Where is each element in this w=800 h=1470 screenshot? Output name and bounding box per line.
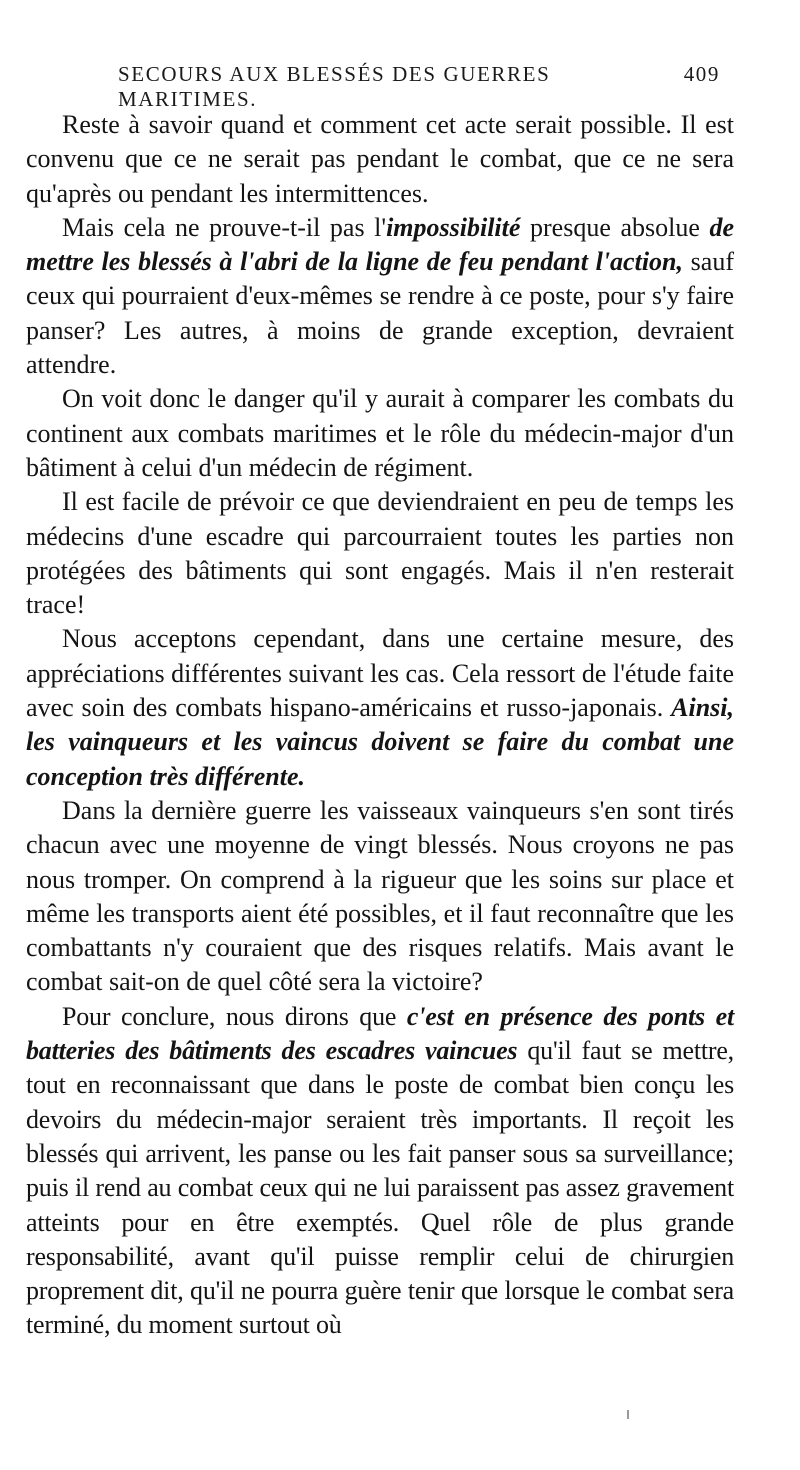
body-text <box>26 108 734 1343</box>
paragraph-4: Il est facile de prévoir ce que deviendraient en peu de temps les médecins d'une escadre qui parcourraient toutes les parties non protégées des bâtiments qui sont engagés. Mais il n'en resterait trace! <box>26 487 734 620</box>
paragraph-5-emphasis: Ainsi, les vainqueurs et les vaincus doivent se faire du combat une conception très différente. <box>26 693 734 791</box>
running-title: SECOURS AUX BLESSÉS DES GUERRES MARITIMES. <box>118 62 551 111</box>
paragraph-7-emphasis: c'est en présence des ponts et batteries des bâtiments des escadres vaincues <box>26 1001 734 1066</box>
paragraph-7 <box>26 1000 734 1343</box>
running-header <box>118 62 720 112</box>
paragraph-1: Reste à savoir quand et comment cet acte serait possible. Il est convenu que ce ne serait pas pendant le combat, que ce ne sera qu'après ou pendant les intermittences. <box>26 110 734 208</box>
paragraph-2-emphasis-b: de mettre les blessés à l'abri de la ligne de feu pendant l'action, <box>26 212 735 277</box>
paragraph-7-text-a: Pour conclure, nous dirons que <box>62 1001 407 1031</box>
paragraph-3: On voit donc le danger qu'il y aurait à comparer les combats du continent aux combats maritimes et le rôle du médecin-major d'un bâtiment à celui d'un médecin de régiment. <box>26 384 734 482</box>
paragraph-2-text-b: presque absolue <box>520 212 710 242</box>
paragraph-2 <box>26 211 734 382</box>
paragraph-7-text-b: qu'il faut se mettre, tout en reconnaissant que dans le poste de combat bien conçu les devoirs du médecin-major seraient très importants. Il reçoit les blessés qui arrivent, les panse ou les fait panser sous sa surveillance; puis il rend au combat ceux qui ne lui paraissent pas assez gravement atteints pour en être exemptés. Quel rôle de plus grande responsabilité, avant qu'il puisse remplir celui de chirurgien proprement dit, qu'il ne pourra guère tenir que lorsque le combat sera terminé, du moment surtout où <box>26 1036 734 1340</box>
paragraph-5 <box>26 622 734 793</box>
paragraph-2-text-c: sauf ceux qui pourraient d'eux-mêmes se rendre à ce poste, pour s'y faire panser? Les autres, à moins de grande exception, devraient attendre. <box>26 247 734 380</box>
paragraph-2-emphasis-a: impossibilité <box>386 212 521 242</box>
paragraph-6: Dans la dernière guerre les vaisseaux vainqueurs s'en sont tirés chacun avec une moyenne de vingt blessés. Nous croyons ne pas nous tromper. On comprend à la rigueur que les soins sur place et même les transports aient été possibles, et il faut reconnaître que les combattants n'y couraient que des risques relatifs. Mais avant le combat sait-on de quel côté sera la victoire? <box>26 795 734 997</box>
paragraph-5-text: Nous acceptons cependant, dans une certaine mesure, des appréciations différentes suivant les cas. Cela ressort de l'étude faite avec soin des combats hispano-américains et russo-japonais. <box>26 624 734 723</box>
print-speck <box>627 1410 629 1419</box>
paragraph-2-text-a: Mais cela ne prouve-t-il pas l' <box>62 212 387 242</box>
page-number: 409 <box>683 62 720 86</box>
